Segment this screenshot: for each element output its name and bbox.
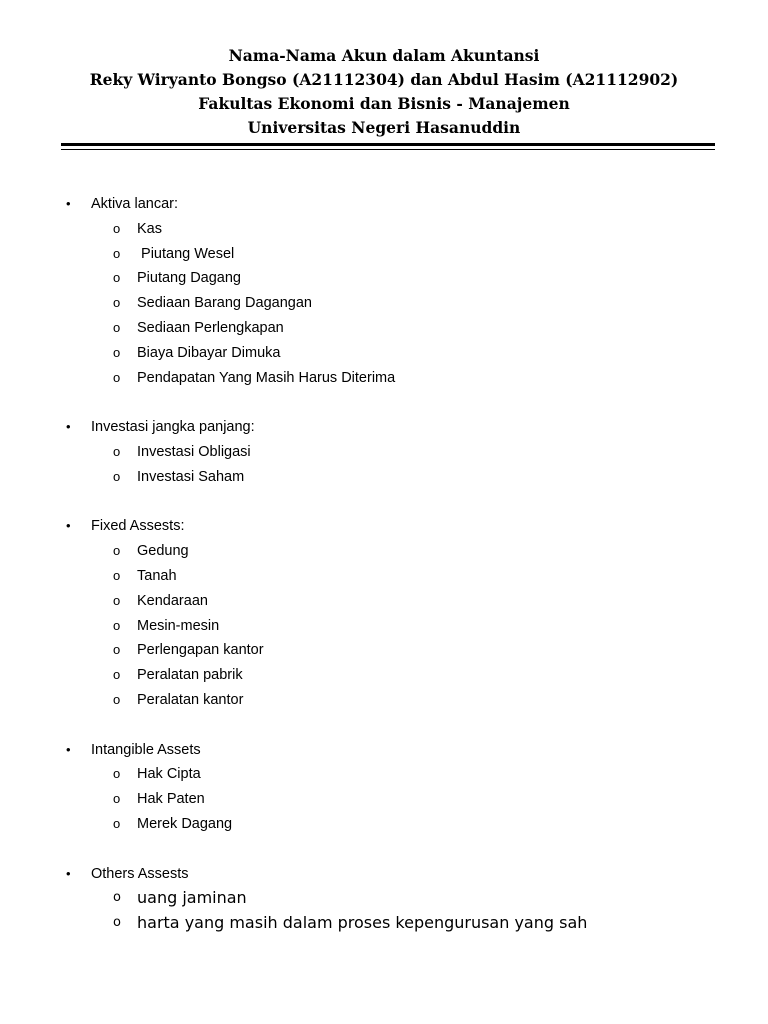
section-heading — [0, 738, 768, 763]
account-list — [0, 192, 768, 936]
list-item-text: Investasi Saham — [137, 468, 245, 485]
spacer — [0, 713, 768, 738]
section-investasi-jangka-panjang — [0, 415, 768, 489]
section-title: Others Assests — [91, 865, 189, 882]
bullet-circle: o — [113, 468, 121, 484]
spacer — [0, 390, 768, 415]
list-item — [0, 614, 768, 639]
list-item — [0, 266, 768, 291]
list-item — [0, 589, 768, 614]
bullet-circle: o — [113, 270, 121, 286]
bullet-circle: o — [113, 220, 121, 236]
list-item-text: Sediaan Perlengkapan — [137, 319, 284, 336]
section-title: Intangible Assets — [91, 741, 201, 758]
bullet-circle: o — [113, 691, 121, 707]
header-divider-thin — [61, 149, 715, 150]
bullet-circle: o — [113, 592, 121, 608]
list-item — [0, 242, 768, 267]
section-title: Fixed Assests: — [91, 518, 185, 535]
list-item-text: Investasi Obligasi — [137, 443, 251, 460]
list-item — [0, 465, 768, 490]
bullet-circle: o — [113, 815, 121, 831]
list-item — [0, 341, 768, 366]
section-heading — [0, 862, 768, 887]
list-item-text: Perlengapan kantor — [137, 642, 264, 659]
list-item — [0, 440, 768, 465]
section-aktiva-lancar — [0, 192, 768, 390]
list-item — [0, 886, 768, 911]
list-item — [0, 564, 768, 589]
bullet-disc: • — [66, 518, 71, 534]
list-item-text: harta yang masih dalam proses kepengurusan yang sah — [137, 913, 588, 933]
section-heading — [0, 514, 768, 539]
list-item — [0, 291, 768, 316]
spacer — [0, 837, 768, 862]
bullet-circle: o — [113, 543, 121, 559]
spacer — [0, 490, 768, 515]
bullet-circle: o — [113, 245, 121, 261]
bullet-disc: • — [66, 865, 71, 881]
list-item-text: Peralatan pabrik — [137, 667, 243, 684]
list-item — [0, 366, 768, 391]
section-fixed-assets — [0, 514, 768, 712]
list-item-text: Piutang Dagang — [137, 270, 241, 287]
bullet-circle: o — [113, 369, 121, 385]
bullet-circle: o — [113, 617, 121, 633]
faculty-line: Fakultas Ekonomi dan Bisnis - Manajemen — [198, 94, 570, 113]
list-item — [0, 638, 768, 663]
list-item-text: Mesin-mesin — [137, 617, 220, 634]
section-title: Aktiva lancar: — [91, 196, 179, 212]
document-title: Nama-Nama Akun dalam Akuntansi — [228, 46, 540, 65]
list-item-text: Merek Dagang — [137, 815, 233, 832]
section-title: Investasi jangka panjang: — [91, 419, 255, 436]
header-divider-thick — [61, 143, 715, 146]
section-intangible-assets — [0, 738, 768, 837]
list-item — [0, 762, 768, 787]
bullet-circle: o — [113, 915, 121, 931]
list-item — [0, 911, 768, 936]
bullet-circle: o — [113, 667, 121, 683]
bullet-circle: o — [113, 642, 121, 658]
list-item-text: Tanah — [137, 567, 177, 584]
list-item-text: Kas — [137, 220, 162, 237]
list-item — [0, 539, 768, 564]
list-item-text: Biaya Dibayar Dimuka — [137, 344, 281, 361]
list-item — [0, 316, 768, 341]
list-item — [0, 663, 768, 688]
bullet-circle: o — [113, 890, 121, 906]
list-item-text: Hak Cipta — [137, 766, 201, 783]
bullet-circle: o — [113, 344, 121, 360]
bullet-disc: • — [66, 196, 71, 211]
university-line: Universitas Negeri Hasanuddin — [247, 118, 521, 137]
authors-line: Reky Wiryanto Bongso (A21112304) dan Abdul Hasim (A21112902) — [89, 70, 679, 89]
bullet-circle: o — [113, 443, 121, 459]
list-item-text: Sediaan Barang Dagangan — [137, 295, 312, 312]
list-item — [0, 812, 768, 837]
list-item-text: uang jaminan — [137, 888, 247, 908]
list-item-text: Piutang Wesel — [137, 245, 235, 262]
bullet-circle: o — [113, 766, 121, 782]
bullet-circle: o — [113, 295, 121, 311]
list-item-text: Pendapatan Yang Masih Harus Diterima — [137, 369, 396, 386]
list-item — [0, 787, 768, 812]
list-item-text: Gedung — [137, 543, 189, 560]
bullet-disc: • — [66, 419, 71, 435]
document-header — [0, 44, 768, 140]
list-item-text: Kendaraan — [137, 592, 208, 609]
bullet-circle: o — [113, 319, 121, 335]
list-item-text: Peralatan kantor — [137, 691, 244, 708]
section-heading — [0, 415, 768, 440]
list-item-text: Hak Paten — [137, 791, 205, 808]
list-item — [0, 217, 768, 242]
bullet-circle: o — [113, 567, 121, 583]
list-item — [0, 688, 768, 713]
section-others-assets — [0, 862, 768, 936]
section-heading — [0, 192, 768, 217]
bullet-disc: • — [66, 741, 71, 757]
bullet-circle: o — [113, 791, 121, 807]
